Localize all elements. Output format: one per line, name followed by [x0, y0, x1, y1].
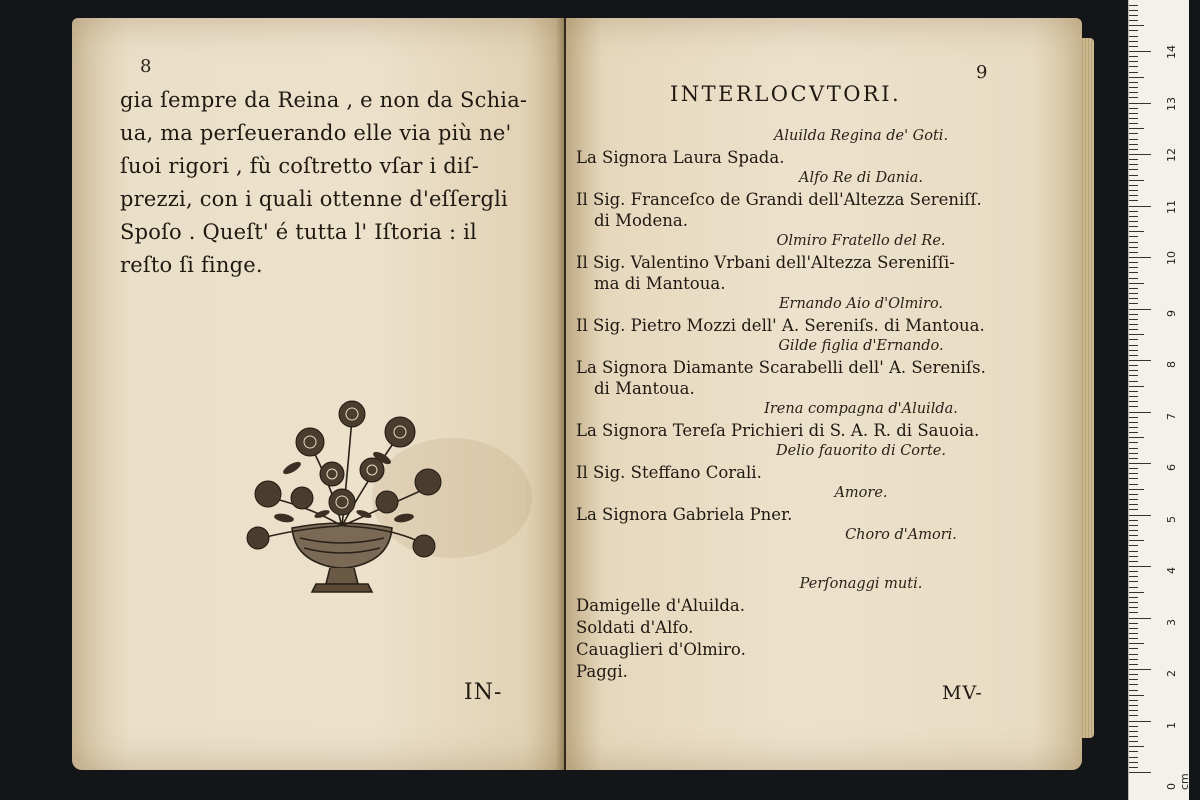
ruler-tick	[1129, 643, 1144, 644]
ruler-tick	[1129, 350, 1138, 351]
ruler-tick	[1129, 226, 1138, 227]
left-page-number: 8	[140, 56, 152, 77]
ruler-tick	[1129, 231, 1144, 232]
ruler-tick	[1129, 283, 1144, 284]
actor-name: La Signora Tereſa Prichieri di S. A. R. di Sauoia.	[576, 421, 980, 440]
role-name: Amore.	[834, 485, 888, 501]
ruler-tick	[1129, 128, 1144, 129]
ruler-tick	[1129, 741, 1138, 742]
text-line: prezzi, con i quali ottenne d'eſſergli	[120, 187, 508, 211]
role-name: Aluilda Regina de' Goti.	[773, 128, 949, 144]
mute-character: Cauaglieri d'Olmiro.	[576, 640, 746, 659]
ruler-tick	[1129, 401, 1138, 402]
ruler-tick	[1129, 324, 1138, 325]
ruler-tick	[1129, 242, 1138, 243]
ruler-tick	[1129, 97, 1138, 98]
text-line: gia ſempre da Reina , e non da Schia-	[120, 88, 528, 112]
ruler-tick	[1129, 180, 1144, 181]
ruler-tick	[1129, 515, 1151, 516]
text-line: ua, ma perſeuerando elle via più ne'	[120, 121, 512, 145]
ruler-tick	[1129, 638, 1138, 639]
ruler-tick	[1129, 437, 1144, 438]
ruler-tick	[1129, 746, 1144, 747]
ruler-tick	[1129, 684, 1138, 685]
ruler-tick	[1129, 66, 1138, 67]
role-name: Gilde figlia d'Ernando.	[778, 338, 944, 354]
ruler-tick	[1129, 530, 1138, 531]
ruler-tick	[1129, 5, 1138, 6]
flower-vase-woodcut-icon	[222, 378, 462, 618]
ruler-tick	[1129, 190, 1138, 191]
ruler-tick	[1129, 664, 1138, 665]
ruler-tick	[1129, 252, 1138, 253]
ruler-tick	[1129, 422, 1138, 423]
ruler-label: 14	[1165, 45, 1178, 59]
ruler-tick	[1129, 509, 1138, 510]
role-name: Irena compagna d'Aluilda.	[764, 401, 958, 417]
left-catchword: IN-	[464, 680, 503, 705]
ruler-tick	[1129, 41, 1138, 42]
ruler-label: 8	[1165, 361, 1178, 368]
ruler-tick	[1129, 458, 1138, 459]
ruler-tick	[1129, 540, 1144, 541]
mutes-heading: Perſonaggi muti.	[799, 576, 923, 592]
ruler-tick	[1129, 108, 1138, 109]
ruler-tick	[1129, 772, 1151, 773]
ruler-tick	[1129, 690, 1138, 691]
ruler-tick	[1129, 345, 1138, 346]
ruler-tick	[1129, 654, 1138, 655]
actor-name-continued: di Modena.	[594, 211, 688, 230]
ruler-tick	[1129, 453, 1138, 454]
ruler-tick	[1129, 494, 1138, 495]
ruler-tick	[1129, 710, 1138, 711]
ruler-tick	[1129, 705, 1138, 706]
ruler-tick	[1129, 262, 1138, 263]
ruler-label: 2	[1165, 670, 1178, 677]
ruler-tick	[1129, 288, 1138, 289]
ruler-tick	[1129, 15, 1138, 16]
ruler-tick	[1129, 329, 1138, 330]
mute-character: Paggi.	[576, 662, 628, 681]
mute-character: Damigelle d'Aluilda.	[576, 596, 745, 615]
ruler-tick	[1129, 164, 1138, 165]
ruler-tick	[1129, 551, 1138, 552]
ruler-tick	[1129, 587, 1138, 588]
ruler-tick	[1129, 489, 1144, 490]
text-line: reſto ſi finge.	[120, 253, 263, 277]
ruler-tick	[1129, 412, 1151, 413]
ruler-tick	[1129, 20, 1138, 21]
ruler-tick	[1129, 679, 1138, 680]
actor-name: La Signora Gabriela Pner.	[576, 505, 793, 524]
ruler-tick	[1129, 175, 1138, 176]
ruler-tick	[1129, 46, 1138, 47]
ruler-tick	[1129, 257, 1151, 258]
ruler-tick	[1129, 520, 1138, 521]
ruler-tick	[1129, 484, 1138, 485]
cast-list	[576, 126, 1076, 683]
ruler-tick	[1129, 463, 1151, 464]
ruler-tick	[1129, 633, 1138, 634]
ruler-tick	[1129, 72, 1138, 73]
ruler-tick	[1129, 360, 1151, 361]
ruler-tick	[1129, 139, 1138, 140]
ruler-tick	[1129, 731, 1138, 732]
ruler-tick	[1129, 386, 1144, 387]
ruler-tick	[1129, 767, 1138, 768]
role-name: Choro d'Amori.	[845, 527, 957, 543]
ruler-tick	[1129, 185, 1138, 186]
ruler-tick	[1129, 370, 1138, 371]
actor-name: Il Sig. Franceſco de Grandi dell'Altezza Sereniſſ.	[576, 190, 982, 209]
right-catchword: MV-	[942, 682, 983, 704]
ruler-tick	[1129, 592, 1144, 593]
ruler-tick	[1129, 427, 1138, 428]
ruler-tick	[1129, 648, 1138, 649]
ruler-label: 12	[1165, 148, 1178, 162]
ruler-label: 5	[1165, 515, 1178, 523]
ruler-tick	[1129, 468, 1138, 469]
open-book	[72, 18, 1082, 770]
ruler-label: 6	[1165, 464, 1178, 471]
ruler-tick	[1129, 123, 1138, 124]
ruler-tick	[1129, 144, 1138, 145]
ruler-tick	[1129, 571, 1138, 572]
ruler-tick	[1129, 169, 1138, 170]
ruler-tick	[1129, 674, 1138, 675]
text-line: ſuoi rigori , fù coſtretto vſar i diſ-	[120, 154, 480, 178]
ruler-tick	[1129, 206, 1151, 207]
ruler-tick	[1129, 236, 1138, 237]
ruler-tick	[1129, 221, 1138, 222]
ruler-tick	[1129, 556, 1138, 557]
actor-name: Il Sig. Pietro Mozzi dell' A. Sereniſs. di Mantoua.	[576, 316, 985, 335]
role-name: Olmiro Fratello del Re.	[776, 233, 946, 249]
ruler-label: 13	[1165, 96, 1178, 111]
ruler-tick	[1129, 118, 1138, 119]
ruler-tick	[1129, 82, 1138, 83]
ruler-tick	[1129, 293, 1138, 294]
ruler-tick	[1129, 545, 1138, 546]
ruler-tick	[1129, 267, 1138, 268]
role-name: Delio fauorito di Corte.	[776, 443, 946, 459]
ruler-tick	[1129, 417, 1138, 418]
ruler-tick	[1129, 216, 1138, 217]
ruler-tick	[1129, 669, 1151, 670]
ruler-tick	[1129, 87, 1138, 88]
ruler-tick	[1129, 381, 1138, 382]
ruler-tick	[1129, 56, 1138, 57]
ruler-tick	[1129, 278, 1138, 279]
ruler-tick	[1129, 334, 1144, 335]
ruler-label: 10	[1165, 251, 1178, 265]
ruler-tick	[1129, 314, 1138, 315]
ruler-tick	[1129, 406, 1138, 407]
ruler-tick	[1129, 576, 1138, 577]
cast-heading: INTERLOCVTORI.	[670, 82, 902, 106]
ruler-tick	[1129, 159, 1138, 160]
ruler-tick	[1129, 726, 1138, 727]
actor-name: La Signora Diamante Scarabelli dell' A. Sereniſs.	[576, 358, 986, 377]
ruler-tick	[1129, 309, 1151, 310]
ruler-tick	[1129, 375, 1138, 376]
ruler-tick	[1129, 504, 1138, 505]
ruler-tick	[1129, 757, 1138, 758]
ruler-tick	[1129, 535, 1138, 536]
role-name: Alfo Re di Dania.	[799, 170, 923, 186]
ruler-tick	[1129, 581, 1138, 582]
ruler-tick	[1129, 51, 1151, 52]
text-line: Spoſo . Queſt' é tutta l' Iſtoria : il	[120, 220, 477, 244]
ruler-tick	[1129, 303, 1138, 304]
ruler-label: 7	[1165, 412, 1178, 420]
ruler-tick	[1129, 200, 1138, 201]
ruler-tick	[1129, 30, 1138, 31]
ruler-label: 3	[1165, 618, 1178, 626]
ruler-tick	[1129, 36, 1138, 37]
ruler-tick	[1129, 715, 1138, 716]
actor-name: La Signora Laura Spada.	[576, 148, 785, 167]
actor-name-continued: ma di Mantoua.	[594, 274, 726, 293]
ruler-tick	[1129, 391, 1138, 392]
ruler-tick	[1129, 597, 1138, 598]
ruler-tick	[1129, 566, 1151, 567]
ruler-tick	[1129, 721, 1151, 722]
ruler-unit-label: 0 cm	[1165, 773, 1191, 790]
left-page	[72, 18, 564, 770]
ruler-tick	[1129, 247, 1138, 248]
ruler-tick	[1129, 525, 1138, 526]
ruler-tick	[1129, 133, 1138, 134]
ruler-tick	[1129, 432, 1138, 433]
ruler-tick	[1129, 695, 1144, 696]
ruler-tick	[1129, 602, 1138, 603]
ruler-label: 9	[1165, 309, 1178, 317]
ruler-tick	[1129, 195, 1138, 196]
ruler-label: 4	[1165, 567, 1178, 574]
ruler-tick	[1129, 442, 1138, 443]
ruler-tick	[1129, 339, 1138, 340]
ruler-label: 1	[1165, 721, 1178, 729]
ruler-tick	[1129, 473, 1138, 474]
ruler-tick	[1129, 154, 1151, 155]
mute-character: Soldati d'Alfo.	[576, 618, 694, 637]
ruler-tick	[1129, 355, 1138, 356]
ruler-tick	[1129, 61, 1138, 62]
ruler-tick	[1129, 561, 1138, 562]
ruler-tick	[1129, 92, 1138, 93]
ruler-tick	[1129, 211, 1138, 212]
ruler-tick	[1129, 149, 1138, 150]
ruler-tick	[1129, 396, 1138, 397]
ruler-tick	[1129, 612, 1138, 613]
page-edges	[1080, 38, 1094, 738]
ruler-tick	[1129, 448, 1138, 449]
ruler-tick	[1129, 607, 1138, 608]
ruler-tick	[1129, 10, 1138, 11]
ruler-tick	[1129, 25, 1144, 26]
ruler-label: 11	[1165, 199, 1178, 214]
ruler-tick	[1129, 736, 1138, 737]
ruler-tick	[1129, 272, 1138, 273]
ruler-tick	[1129, 618, 1151, 619]
measuring-ruler	[1128, 0, 1189, 800]
ruler-tick	[1129, 319, 1138, 320]
ruler-tick	[1129, 623, 1138, 624]
ruler-tick	[1129, 113, 1138, 114]
actor-name: Il Sig. Steffano Corali.	[576, 463, 762, 482]
ruler-tick	[1129, 659, 1138, 660]
ruler-tick	[1129, 365, 1138, 366]
role-name: Ernando Aio d'Olmiro.	[778, 296, 944, 312]
ruler-tick	[1129, 628, 1138, 629]
ruler-tick	[1129, 700, 1138, 701]
ruler-tick	[1129, 298, 1138, 299]
left-page-text	[120, 84, 540, 282]
actor-name-continued: di Mantoua.	[594, 379, 695, 398]
right-page-number: 9	[976, 62, 988, 83]
ruler-tick	[1129, 751, 1138, 752]
right-page	[566, 18, 1082, 770]
ruler-tick	[1129, 762, 1138, 763]
ruler-tick	[1129, 103, 1151, 104]
actor-name: Il Sig. Valentino Vrbani dell'Altezza Sereniſſi-	[576, 253, 955, 272]
ruler-tick	[1129, 478, 1138, 479]
ruler-tick	[1129, 77, 1144, 78]
ruler-tick	[1129, 499, 1138, 500]
